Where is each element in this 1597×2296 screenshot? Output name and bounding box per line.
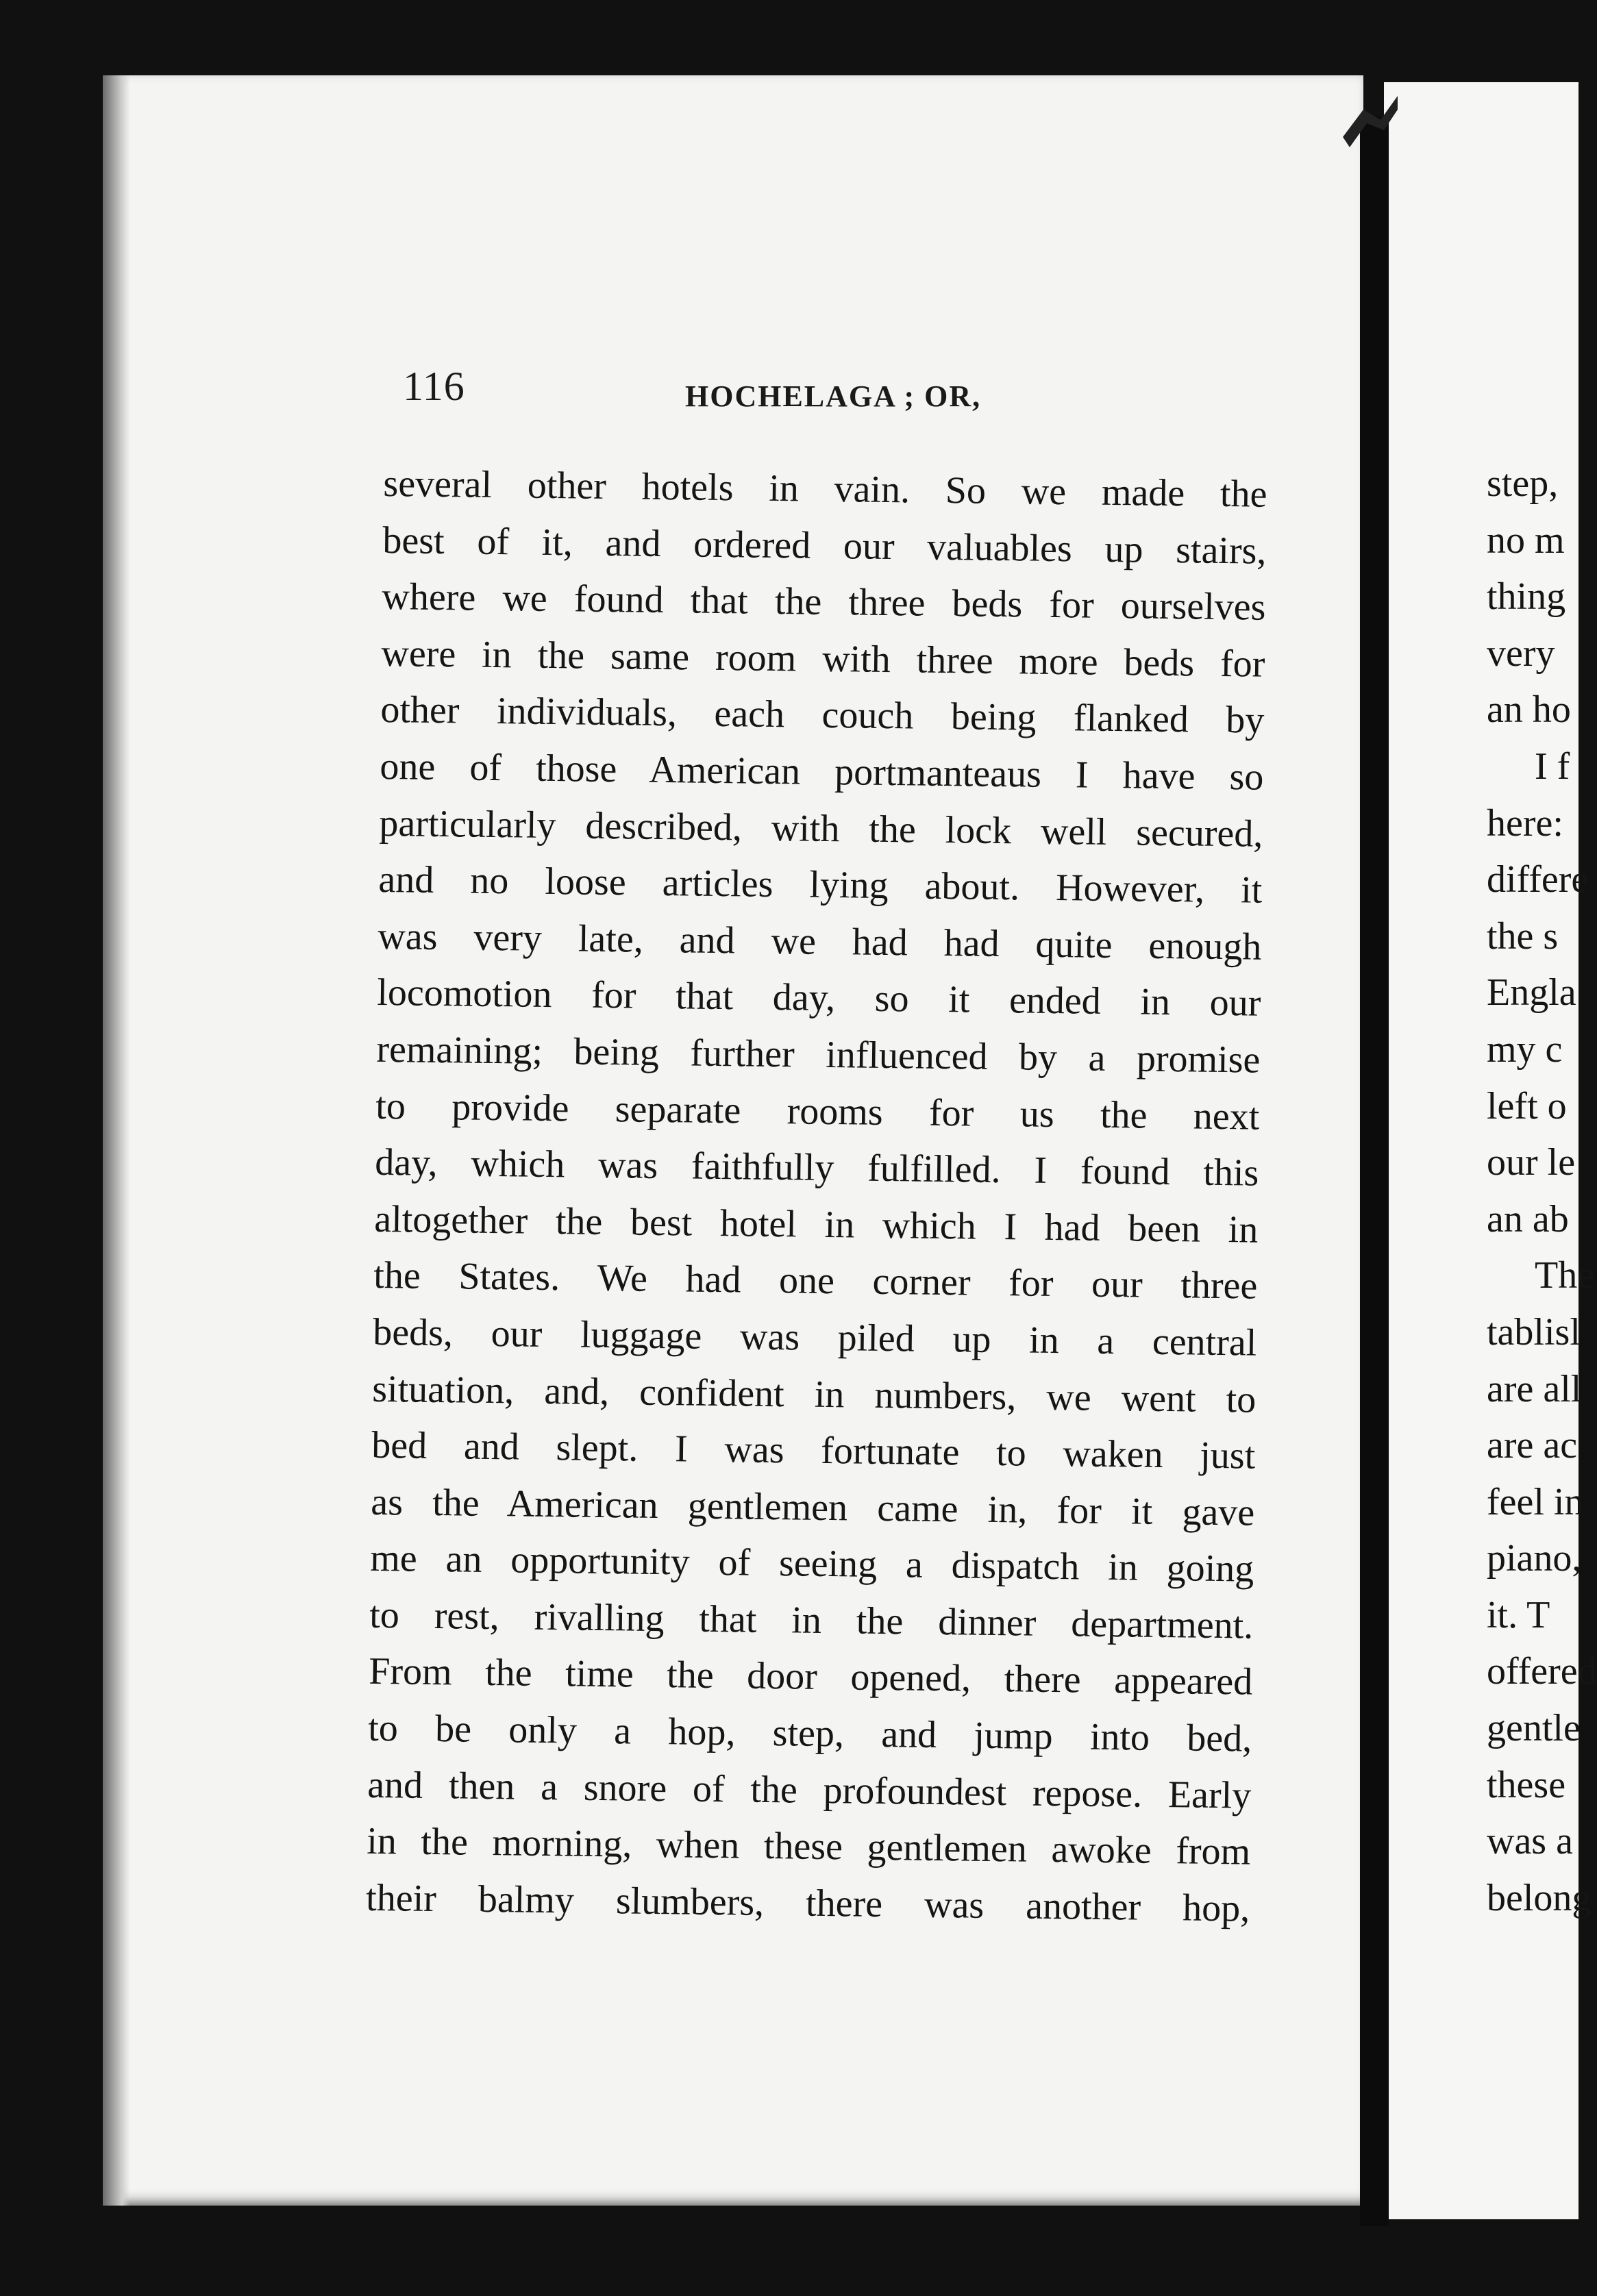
text-line: to rest, rivalling that in the dinner department. xyxy=(369,1593,1254,1647)
text-line: bed and slept. I was fortunate to waken just xyxy=(371,1423,1256,1477)
text-line: day, which was faithfully fulfilled. I found this xyxy=(375,1141,1259,1195)
facing-text-line: piano, xyxy=(1487,1537,1582,1580)
text-line: several other hotels in vain. So we made the xyxy=(383,462,1267,516)
facing-text-line: my c xyxy=(1487,1027,1563,1071)
facing-text-line: here: xyxy=(1487,801,1563,845)
facing-page-text xyxy=(1487,456,1597,1926)
text-line: was very late, and we had had quite enough xyxy=(377,914,1262,969)
text-line: where we found that the three beds for ourselves xyxy=(382,575,1266,629)
facing-text-line: The xyxy=(1535,1254,1595,1297)
text-line: locomotion for that day, so it ended in our xyxy=(377,971,1261,1025)
facing-text-line: the s xyxy=(1487,914,1559,958)
facing-text-line: was a xyxy=(1487,1820,1573,1863)
facing-text-line: are all xyxy=(1487,1367,1582,1410)
facing-text-line: feel in xyxy=(1487,1480,1584,1523)
facing-text-line: offered xyxy=(1487,1650,1597,1693)
facing-text-line: belong xyxy=(1487,1876,1592,1919)
text-line: their balmy slumbers, there was another hop, xyxy=(365,1876,1250,1930)
facing-text-line: left o xyxy=(1487,1084,1567,1127)
text-line: beds, our luggage was piled up in a central xyxy=(372,1310,1257,1364)
text-line: in the morning, when these gentlemen awoke from xyxy=(366,1820,1251,1873)
facing-text-line: thing xyxy=(1487,575,1566,619)
text-line: and no loose articles lying about. However, it xyxy=(378,858,1263,912)
text-line: best of it, and ordered our valuables up stairs, xyxy=(382,519,1267,573)
facing-text-line: differe xyxy=(1487,858,1589,901)
facing-text-line: it. T xyxy=(1487,1593,1550,1636)
text-line: were in the same room with three more beds for xyxy=(381,632,1265,686)
facing-text-line: these xyxy=(1487,1763,1566,1806)
running-title: HOCHELAGA ; OR, xyxy=(685,379,982,413)
text-line: remaining; being further influenced by a promise xyxy=(376,1027,1261,1082)
page-corner-tear xyxy=(1343,96,1398,151)
facing-text-line: no m xyxy=(1487,519,1565,562)
facing-text-line: gentle xyxy=(1487,1707,1581,1750)
page-number: 116 xyxy=(403,364,465,409)
text-line: to be only a hop, step, and jump into bed, xyxy=(367,1706,1252,1760)
facing-text-line: tablisl xyxy=(1487,1310,1581,1353)
facing-text-line: step, xyxy=(1487,462,1559,505)
facing-text-line: I f xyxy=(1535,745,1570,788)
text-line: one of those American portmanteaus I have so xyxy=(380,745,1264,799)
text-line: to provide separate rooms for us the next xyxy=(375,1084,1260,1138)
facing-text-line: very xyxy=(1487,632,1555,675)
page-gutter-shadow xyxy=(103,75,130,2206)
text-line: particularly described, with the lock well secured, xyxy=(379,801,1263,856)
text-line: From the time the door opened, there appeared xyxy=(368,1650,1253,1704)
text-line: situation, and, confident in numbers, we went to xyxy=(371,1367,1256,1421)
text-line: and then a snore of the profoundest repose. Early xyxy=(367,1763,1252,1817)
text-line: me an opportunity of seeing a dispatch in going xyxy=(369,1537,1254,1590)
facing-text-line: an ho xyxy=(1487,688,1571,732)
facing-text-line: our le xyxy=(1487,1141,1576,1184)
facing-text-line: Engla xyxy=(1487,971,1576,1014)
text-line: other individuals, each couch being flanked by xyxy=(380,688,1265,743)
page-body-text xyxy=(366,456,1267,1937)
facing-text-line: an ab xyxy=(1487,1197,1569,1240)
text-line: as the American gentlemen came in, for it gave xyxy=(370,1480,1255,1534)
text-line: altogether the best hotel in which I had been in xyxy=(374,1197,1259,1251)
facing-text-line: are ac xyxy=(1487,1424,1578,1467)
text-line: the States. We had one corner for our three xyxy=(373,1254,1258,1308)
book-spine xyxy=(1360,116,1389,2226)
